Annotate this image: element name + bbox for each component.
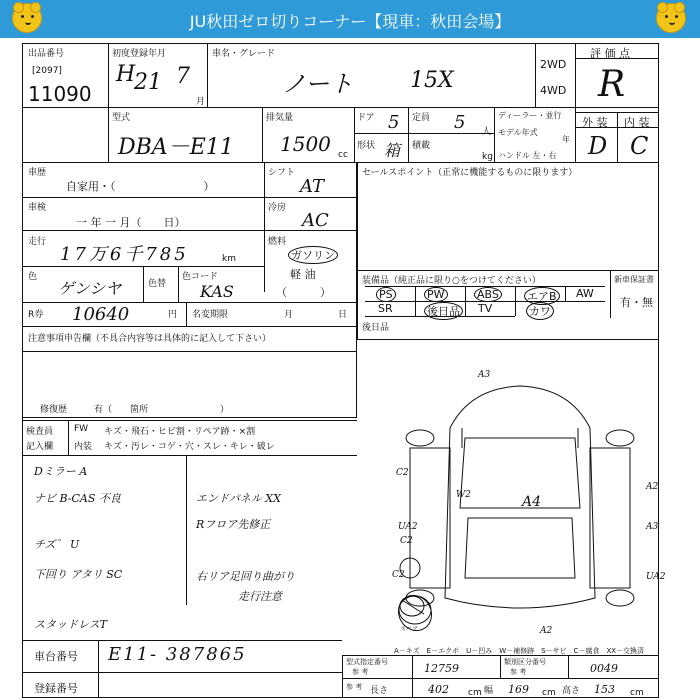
- car-damage-diagram: [370, 368, 660, 638]
- inspection-value: 一 年 一 月（ 日）: [76, 216, 186, 229]
- spare-tire-label: スペア: [400, 626, 419, 633]
- equip-leather: カワ: [526, 302, 554, 320]
- damage-ua2-right: UA2: [646, 572, 666, 582]
- damage-a2-bottom: A2: [540, 626, 553, 636]
- grade-value: R: [598, 64, 626, 105]
- chassis-number: E11- 387865: [108, 644, 247, 665]
- mileage-unit: km: [222, 254, 236, 264]
- first-reg-era: H: [116, 62, 136, 87]
- length-label: 長さ: [370, 686, 389, 696]
- exterior-label: 外 装: [582, 116, 608, 129]
- equipment-label: 装備品（純正品に限り○をつけてください）: [362, 276, 541, 286]
- shift-value: AT: [300, 176, 325, 197]
- damage-c2-rear: C2: [392, 570, 405, 580]
- model-value: DBA－E11: [118, 135, 234, 160]
- remark-1: Dミラー A: [34, 465, 88, 478]
- interior-grade: C: [630, 132, 649, 160]
- usage-label: 車歴: [28, 168, 47, 178]
- width-value: 169: [508, 683, 529, 696]
- remark-6: エンドパネル XX: [196, 492, 281, 505]
- car-grade: 15X: [410, 68, 454, 93]
- interior-items: キズ・汚レ・コゲ・穴・スレ・キレ・破レ: [104, 442, 275, 452]
- class-number: 0049: [590, 662, 618, 675]
- fuel-diesel: 軽 油: [290, 268, 316, 281]
- fuel-label: 燃料: [268, 237, 287, 247]
- name-change-day: 日: [338, 310, 348, 320]
- color-value: ゲンシヤ: [58, 279, 122, 298]
- class-number-label: 類別区分番号: [504, 658, 546, 666]
- handle-label: ハンドル 左・右: [498, 151, 557, 160]
- type-number-label: 型式指定番号: [346, 658, 388, 666]
- fw-items: キズ・飛石・ヒビ割・リペア跡・×割: [104, 427, 256, 437]
- selling-label: セールスポイント（正常に機能するものに限ります）: [362, 168, 578, 178]
- first-reg-label: 初度登録年月: [112, 49, 167, 59]
- damage-c2-left-2: C2: [400, 536, 413, 546]
- damage-a4: A4: [522, 494, 542, 510]
- height-value: 153: [594, 683, 615, 696]
- remark-2: ナビ B-CAS 不良: [34, 492, 121, 505]
- recycle-label: R券: [28, 310, 44, 320]
- shift-label: シフト: [268, 168, 296, 178]
- selling-box: [357, 162, 659, 340]
- color-change-label: 色替: [148, 279, 167, 289]
- equip-ps: PS: [376, 287, 396, 302]
- banner: [0, 0, 700, 38]
- dealer-label: ディーラー・並行: [498, 111, 562, 120]
- remark-9: 走行注意: [238, 590, 282, 603]
- equip-airbag: エアB: [524, 287, 560, 305]
- recycle-unit: 円: [168, 310, 178, 320]
- type-number: 12759: [424, 662, 459, 675]
- later-items-label: 後日品: [362, 323, 390, 333]
- equip-sr: SR: [378, 302, 393, 315]
- banner-title: JU秋田ゼロ切りコーナー【現車：秋田会場】: [189, 12, 511, 31]
- inspection-label: 車検: [28, 203, 47, 213]
- lot-label: 出品番号: [28, 49, 65, 59]
- fuel-gasoline: ガソリン: [288, 246, 338, 264]
- color-code: KAS: [200, 282, 234, 301]
- mileage-value: 17万6千785: [60, 244, 189, 265]
- load-unit: kg: [482, 152, 493, 162]
- ac-value: AC: [302, 210, 329, 231]
- equip-abs: ABS: [474, 287, 502, 302]
- car-name: ノート: [282, 70, 354, 98]
- damage-a3-right: A3: [646, 522, 659, 532]
- inspector-label-2: 記入欄: [26, 442, 54, 452]
- ac-label: 冷房: [268, 203, 287, 213]
- chassis-label: 車台番号: [34, 650, 78, 663]
- remark-4: 下回り アタリ SC: [34, 568, 123, 581]
- mascot-bear-icon: [656, 3, 686, 33]
- height-unit: cm: [630, 688, 644, 698]
- shape-value: 箱: [384, 141, 401, 160]
- shape-label: 形状: [357, 141, 376, 151]
- first-reg-month: 7: [176, 64, 190, 89]
- width-label: 幅: [484, 686, 494, 696]
- lot-subnumber: [2097]: [32, 66, 62, 76]
- equip-aw: AW: [576, 287, 594, 300]
- remark-8: 右リア足回り曲がり: [196, 570, 295, 583]
- capacity-value: 5: [454, 112, 466, 133]
- displacement-unit: cc: [338, 150, 348, 160]
- damage-ua2-left: UA2: [398, 522, 418, 532]
- damage-legend: A－キズ E－エクボ U－凹み W－補修跡 S－サビ C－腐食 XX－交換済: [394, 647, 645, 655]
- length-ref-label: 参 考: [346, 683, 363, 691]
- equip-circled-item: 後日品: [424, 302, 463, 320]
- damage-w2: W2: [456, 490, 471, 500]
- registration-label: 登録番号: [34, 682, 78, 695]
- name-change-month: 月: [284, 310, 294, 320]
- interior-label: 内 装: [624, 116, 650, 129]
- warranty-value: 有・無: [620, 296, 653, 309]
- drive-4wd: 4WD: [540, 84, 567, 97]
- first-reg-year: 21: [134, 70, 162, 95]
- exterior-grade: D: [588, 132, 608, 160]
- remark-5: スタッドレスT: [34, 618, 108, 631]
- mileage-label: 走行: [28, 237, 47, 247]
- height-label: 高さ: [562, 686, 581, 696]
- color-label: 色: [28, 272, 38, 282]
- type-ref-label: 参 考: [352, 668, 369, 676]
- displacement-label: 排気量: [266, 113, 294, 123]
- remark-3: チズ゛ U: [34, 538, 80, 551]
- capacity-unit: 人: [482, 127, 492, 137]
- inspector-label: 検査員: [26, 427, 54, 437]
- doors-value: 5: [388, 112, 400, 133]
- model-year-unit: 年: [562, 135, 570, 144]
- length-value: 402: [428, 683, 449, 696]
- name-change-label: 名変期限: [192, 310, 229, 320]
- load-label: 積載: [412, 141, 431, 151]
- equip-pw: PW: [424, 287, 448, 302]
- color-code-label: 色コード: [182, 272, 219, 282]
- displacement-value: 1500: [280, 132, 331, 156]
- fw-label: FW: [74, 424, 89, 434]
- class-ref-label: 参 考: [510, 668, 527, 676]
- lot-number: 11090: [28, 82, 92, 106]
- car-name-label: 車名・グレード: [212, 49, 276, 59]
- usage-value: 自家用・（ ）: [66, 180, 215, 193]
- drive-2wd: 2WD: [540, 58, 567, 71]
- first-reg-month-unit: 月: [196, 97, 206, 107]
- fuel-other: （ ）: [276, 286, 331, 299]
- warranty-label: 新車保証書: [614, 275, 654, 284]
- interior-check-label: 内装: [74, 442, 93, 452]
- doors-label: ドア: [357, 113, 375, 123]
- capacity-label: 定員: [412, 113, 431, 123]
- grade-label: 評 価 点: [590, 47, 630, 60]
- notes-label: 注意事項申告欄（不具合内容等は具体的に記入して下さい）: [28, 334, 272, 344]
- damage-a3-top: A3: [478, 370, 491, 380]
- width-unit: cm: [542, 688, 556, 698]
- damage-c2-left: C2: [396, 468, 409, 478]
- damage-a2-right: A2: [646, 482, 659, 492]
- equip-tv: TV: [478, 302, 493, 315]
- repair-history: 修復歴 有（ 箇所 ）: [40, 405, 230, 415]
- remark-7: Rフロア先修正: [196, 518, 271, 531]
- length-unit: cm: [468, 688, 482, 698]
- model-label: 型式: [112, 113, 131, 123]
- recycle-value: 10640: [72, 304, 130, 325]
- model-year-label: モデル年式: [498, 128, 538, 137]
